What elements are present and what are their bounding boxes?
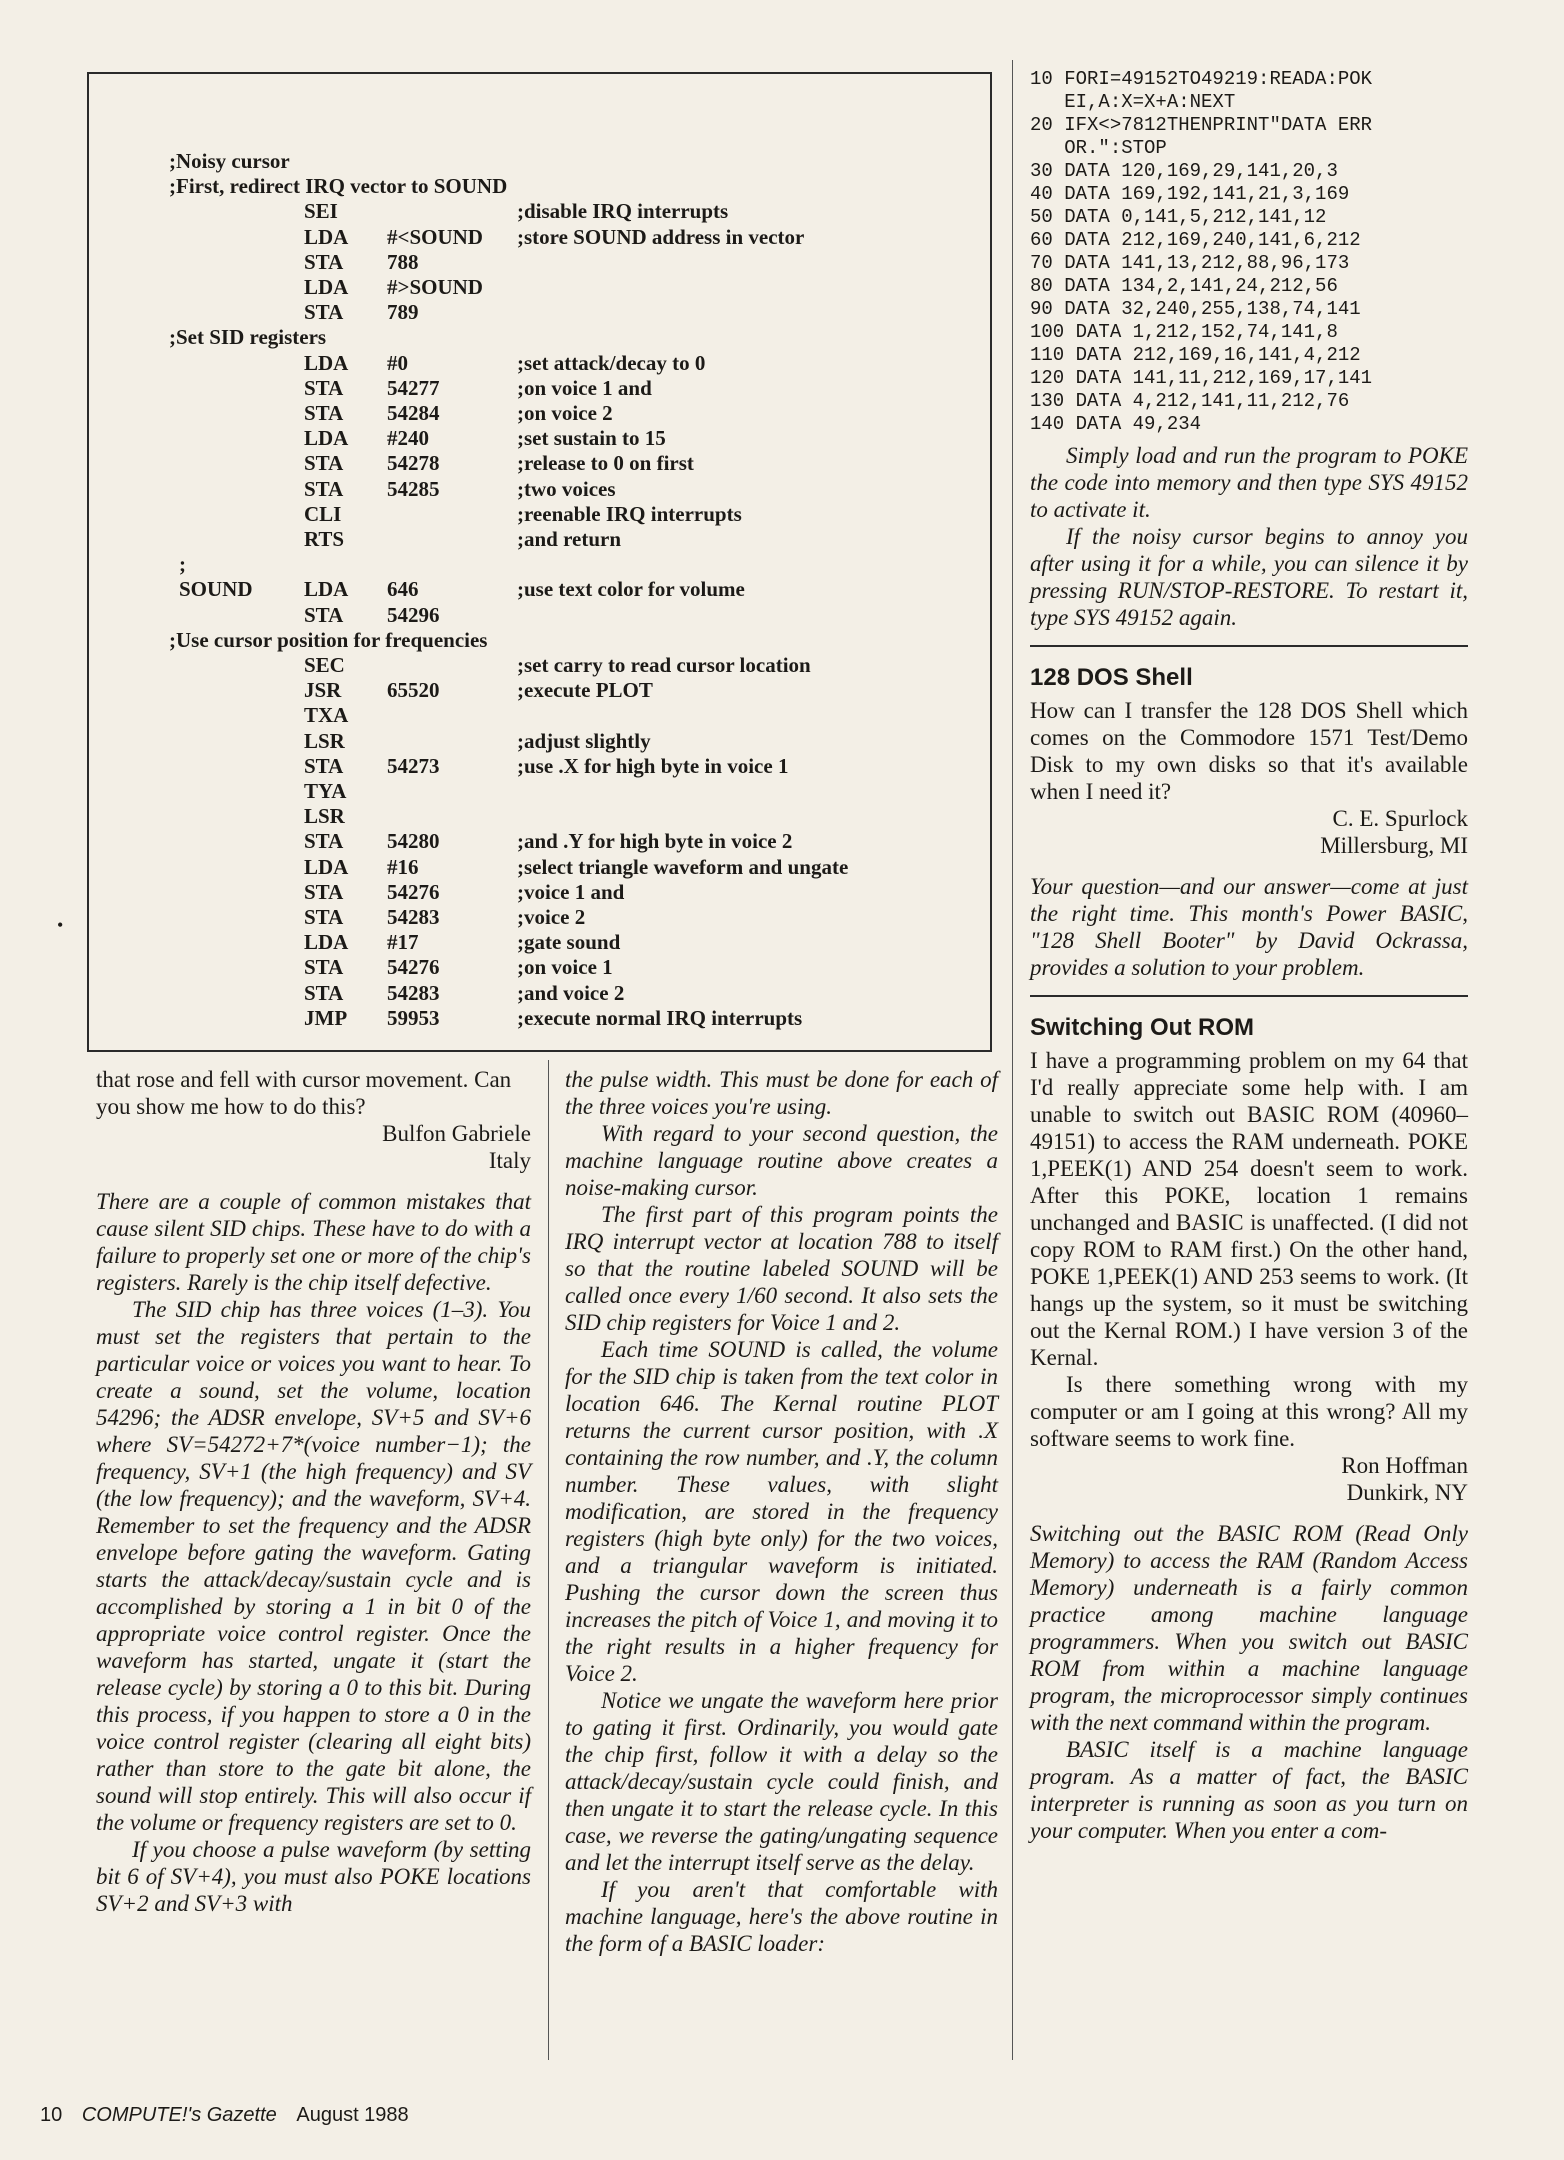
- code-comment: ;two voices: [517, 476, 616, 501]
- code-opcode: STA: [304, 401, 344, 425]
- code-opcode: JSR: [304, 678, 342, 703]
- answer-paragraph: If the noisy cursor begins to annoy you after using it for a while, you can silence it by pressing RUN/STOP-RESTORE. To restart it, type SYS 49152 again.: [1030, 524, 1468, 630]
- code-opcode: STA: [304, 375, 344, 400]
- code-comment: ;on voice 1: [517, 955, 613, 980]
- code-operand: 789: [387, 300, 419, 325]
- code-opcode: STA: [304, 955, 344, 980]
- code-opcode: TXA: [304, 703, 349, 728]
- page-number: 10: [40, 2104, 63, 2126]
- code-opcode: STA: [304, 249, 344, 274]
- code-comment: ;set sustain to 15: [517, 426, 666, 451]
- code-comment: ;voice 2: [517, 905, 586, 929]
- answer-paragraph: BASIC itself is a machine language program. As a matter of fact, the BASIC interpreter is running as soon as you turn on your computer. When you enter a com-: [1030, 1737, 1468, 1843]
- question-tail: that rose and fell with cursor movement. Can you show me how to do this?: [96, 1067, 512, 1119]
- code-operand: 54283: [387, 980, 440, 1005]
- answer-paragraph: If you aren't that comfortable with machine language, here's the above routine in the form of a BASIC loader:: [565, 1877, 998, 1956]
- column-divider: [1012, 60, 1013, 2060]
- question-paragraph: How can I transfer the 128 DOS Shell which comes on the Commodore 1571 Test/Demo Disk to my own disks so that it's available when I need it?: [1030, 698, 1468, 804]
- code-opcode: STA: [304, 879, 344, 904]
- section-rule: [1030, 645, 1468, 647]
- answer-paragraph: Each time SOUND is called, the volume for the SID chip is taken from the text color in location 646. The Kernal routine PLOT returns the current cursor position, with .X containing the row number, and .Y, the column number. These values, with slight modification, are stored in the frequency registers (high byte only) for the two voices, and a triangular waveform is initiated. Pushing the cursor down the screen thus increases the pitch of Voice 1, and moving it to the right results in a higher frequency for Voice 2.: [565, 1337, 998, 1686]
- code-opcode: LSR: [304, 804, 345, 829]
- code-operand: 646: [387, 577, 419, 602]
- code-opcode: STA: [304, 980, 344, 1005]
- code-comment-line: ;Noisy cursor: [169, 149, 290, 173]
- code-opcode: STA: [304, 476, 344, 501]
- section-heading: Switching Out ROM: [1030, 1014, 1254, 1041]
- answer-paragraph: With regard to your second question, the machine language routine above creates a noise-making cursor.: [565, 1121, 998, 1200]
- code-comment: ;and return: [517, 527, 622, 551]
- question-paragraph: Is there something wrong with my computer or am I going at this wrong? All my software seems to work fine.: [1030, 1372, 1468, 1451]
- code-operand: 59953: [387, 1005, 440, 1030]
- answer-paragraph: The SID chip has three voices (1–3). You must set the registers that pertain to the particular voice or voices you want to hear. To create a sound, set the volume, location 54296; the ADSR envelope, SV+5 and SV+6 where SV=54272+7*(voice number−1); the frequency, SV+1 (the high frequency) and SV (the low frequency); and the waveform, SV+4. Remember to set the frequency and the ADSR envelope before gating the waveform. Gating starts the attack/decay/sustain cycle and is accomplished by storing a 1 in bit 0 of the appropriate voice control register. Once the waveform has started, ungate it (start the release cycle) by storing a 0 to this bit. During this process, if you happen to store a 0 in the voice control register (clearing all eight bits) rather than store to the gate bit alone, the sound will stop entirely. This will also occur if the volume or frequency registers are set to 0.: [96, 1297, 531, 1835]
- code-comment: ;disable IRQ interrupts: [517, 199, 729, 224]
- code-comment: ;release to 0 on first: [517, 451, 694, 476]
- right-column: [1030, 68, 1468, 1844]
- signature-place: Italy: [488, 1148, 531, 1173]
- code-comment: ;execute PLOT: [517, 678, 653, 703]
- column-divider: [548, 1060, 549, 2060]
- code-opcode: SEI: [304, 199, 338, 224]
- code-comment: ;on voice 2: [517, 401, 613, 425]
- code-opcode: LDA: [304, 275, 349, 299]
- code-comment-line: ;First, redirect IRQ vector to SOUND: [169, 174, 508, 199]
- question-paragraph: I have a programming problem on my 64 that I'd really appreciate some help with. I am unable to switch out BASIC ROM (40960–49151) to access the RAM underneath. POKE 1,PEEK(1) AND 254 doesn't seem to work. After this POKE, location 1 remains unchanged and BASIC is unaffected. (I did not copy ROM to RAM first.) On the other hand, POKE 1,PEEK(1) AND 253 seems to work. (It hangs up the system, so it must be switching out the Kernal ROM.) I have version 3 of the Kernal.: [1030, 1048, 1468, 1370]
- code-operand: 788: [387, 249, 419, 274]
- code-opcode: STA: [304, 753, 344, 778]
- code-operand: #240: [387, 426, 429, 451]
- code-comment: ;and voice 2: [517, 980, 625, 1005]
- code-comment: ;voice 1 and: [517, 879, 625, 904]
- signature-place: Millersburg, MI: [1320, 833, 1468, 858]
- code-comment: ;execute normal IRQ interrupts: [517, 1005, 803, 1030]
- left-column: [96, 1066, 531, 1917]
- code-operand: 65520: [387, 678, 440, 703]
- code-comment: ;gate sound: [517, 930, 621, 955]
- code-operand: 54278: [387, 451, 440, 476]
- middle-column: [565, 1066, 998, 1957]
- answer-paragraph: the pulse width. This must be done for each of the three voices you're using.: [565, 1067, 998, 1119]
- code-opcode: LDA: [304, 350, 349, 375]
- code-operand: 54296: [387, 602, 440, 627]
- answer-paragraph: Simply load and run the program to POKE the code into memory and then type SYS 49152 to activate it.: [1030, 443, 1468, 522]
- code-comment-line: ;Use cursor position for frequencies: [169, 627, 488, 652]
- code-operand: 54280: [387, 829, 440, 854]
- answer-paragraph: Notice we ungate the waveform here prior to gating it first. Ordinarily, you would gate the chip first, follow it with a delay so the attack/decay/sustain cycle could finish, and then ungate it to start the release cycle. In this case, we reverse the gating/ungating sequence and let the interrupt itself serve as the delay.: [565, 1688, 998, 1875]
- code-comment: ;store SOUND address in vector: [517, 224, 805, 249]
- code-opcode: JMP: [304, 1005, 348, 1030]
- code-opcode: LDA: [304, 224, 349, 249]
- answer-paragraph: There are a couple of common mistakes that cause silent SID chips. These have to do with a failure to properly set one or more of the chip's registers. Rarely is the chip itself defective.: [96, 1189, 531, 1295]
- code-comment-line: ;Set SID registers: [169, 325, 327, 350]
- code-comment: ;use text color for volume: [517, 577, 745, 602]
- code-operand: #>SOUND: [387, 275, 483, 299]
- code-listing-box: [87, 72, 992, 1052]
- code-comment: ;and .Y for high byte in voice 2: [517, 829, 793, 854]
- signature-name: Bulfon Gabriele: [382, 1121, 531, 1146]
- code-operand: 54276: [387, 955, 440, 980]
- publication-name: COMPUTE!'s Gazette: [81, 2104, 277, 2126]
- code-opcode: LDA: [304, 930, 349, 955]
- code-comment: ;use .X for high byte in voice 1: [517, 753, 789, 778]
- code-operand: 54277: [387, 375, 440, 400]
- code-operand: #17: [387, 930, 419, 955]
- code-opcode: CLI: [304, 501, 342, 526]
- code-opcode: STA: [304, 602, 344, 627]
- bullet-mark: •: [57, 915, 64, 935]
- code-operand: #16: [387, 854, 419, 879]
- code-opcode: TYA: [304, 779, 347, 803]
- code-comment: ;on voice 1 and: [517, 375, 652, 400]
- code-operand: 54273: [387, 753, 440, 778]
- code-operand: 54283: [387, 905, 440, 929]
- code-label: ;: [179, 552, 186, 577]
- code-operand: #<SOUND: [387, 224, 483, 249]
- section-rule: [1030, 995, 1468, 997]
- answer-paragraph: If you choose a pulse waveform (by setting bit 6 of SV+4), you must also POKE locations SV+2 and SV+3 with: [96, 1837, 531, 1916]
- code-label: SOUND: [179, 577, 253, 602]
- signature-name: Ron Hoffman: [1341, 1453, 1468, 1478]
- code-operand: 54285: [387, 476, 440, 501]
- answer-paragraph: The first part of this program points the IRQ interrupt vector at location 788 to itself so that the routine labeled SOUND will be called once every 1/60 second. It also sets the SID chip registers for Voice 1 and 2.: [565, 1202, 998, 1335]
- basic-loader-listing: 10 FORI=49152TO49219:READA:POK EI,A:X=X+A:NEXT 20 IFX<>7812THENPRINT"DATA ERR OR.":STOP 30 DATA 120,169,29,141,20,3 40 DATA 169,192,141,21,3,169 50 DATA 0,141,5,212,141,12 60 DATA 212,169,240,141,6,212 70 DATA 141,13,212,88,96,173 80 DATA 134,2,141,24,212,56 90 DATA 32,240,255,138,74,141 100 DATA 1,212,152,74,141,8 110 DATA 212,169,16,141,4,212 120 DATA 141,11,212,169,17,141 130 DATA 4,212,141,11,212,76 140 DATA 49,234: [1030, 68, 1373, 435]
- code-operand: 54284: [387, 401, 440, 425]
- section-heading: 128 DOS Shell: [1030, 664, 1193, 691]
- code-comment: ;adjust slightly: [517, 728, 651, 753]
- code-comment: ;select triangle waveform and ungate: [517, 854, 849, 879]
- code-comment: ;set carry to read cursor location: [517, 653, 811, 677]
- code-operand: #0: [387, 350, 408, 375]
- code-opcode: LDA: [304, 577, 349, 602]
- page-footer: [40, 2104, 423, 2127]
- signature-place: Dunkirk, NY: [1346, 1480, 1468, 1505]
- issue-date: August 1988: [296, 2104, 409, 2126]
- code-comment: ;reenable IRQ interrupts: [517, 501, 742, 526]
- code-operand: 54276: [387, 879, 440, 904]
- code-opcode: LSR: [304, 728, 345, 753]
- code-opcode: STA: [304, 451, 344, 476]
- signature-name: C. E. Spurlock: [1332, 806, 1468, 831]
- answer-paragraph: Your question—and our answer—come at just the right time. This month's Power BASIC, "128 Shell Booter" by David Ockrassa, provides a solution to your problem.: [1030, 874, 1468, 980]
- code-opcode: RTS: [304, 527, 345, 551]
- code-opcode: STA: [304, 905, 344, 929]
- code-opcode: LDA: [304, 426, 349, 451]
- code-opcode: LDA: [304, 854, 349, 879]
- code-opcode: SEC: [304, 653, 345, 677]
- code-opcode: STA: [304, 300, 344, 325]
- code-comment: ;set attack/decay to 0: [517, 350, 706, 375]
- code-opcode: STA: [304, 829, 344, 854]
- answer-paragraph: Switching out the BASIC ROM (Read Only Memory) to access the RAM (Random Access Memory) underneath is a fairly common practice among machine language programmers. When you switch out BASIC ROM from within a machine language program, the microprocessor simply continues with the next command within the program.: [1030, 1521, 1468, 1735]
